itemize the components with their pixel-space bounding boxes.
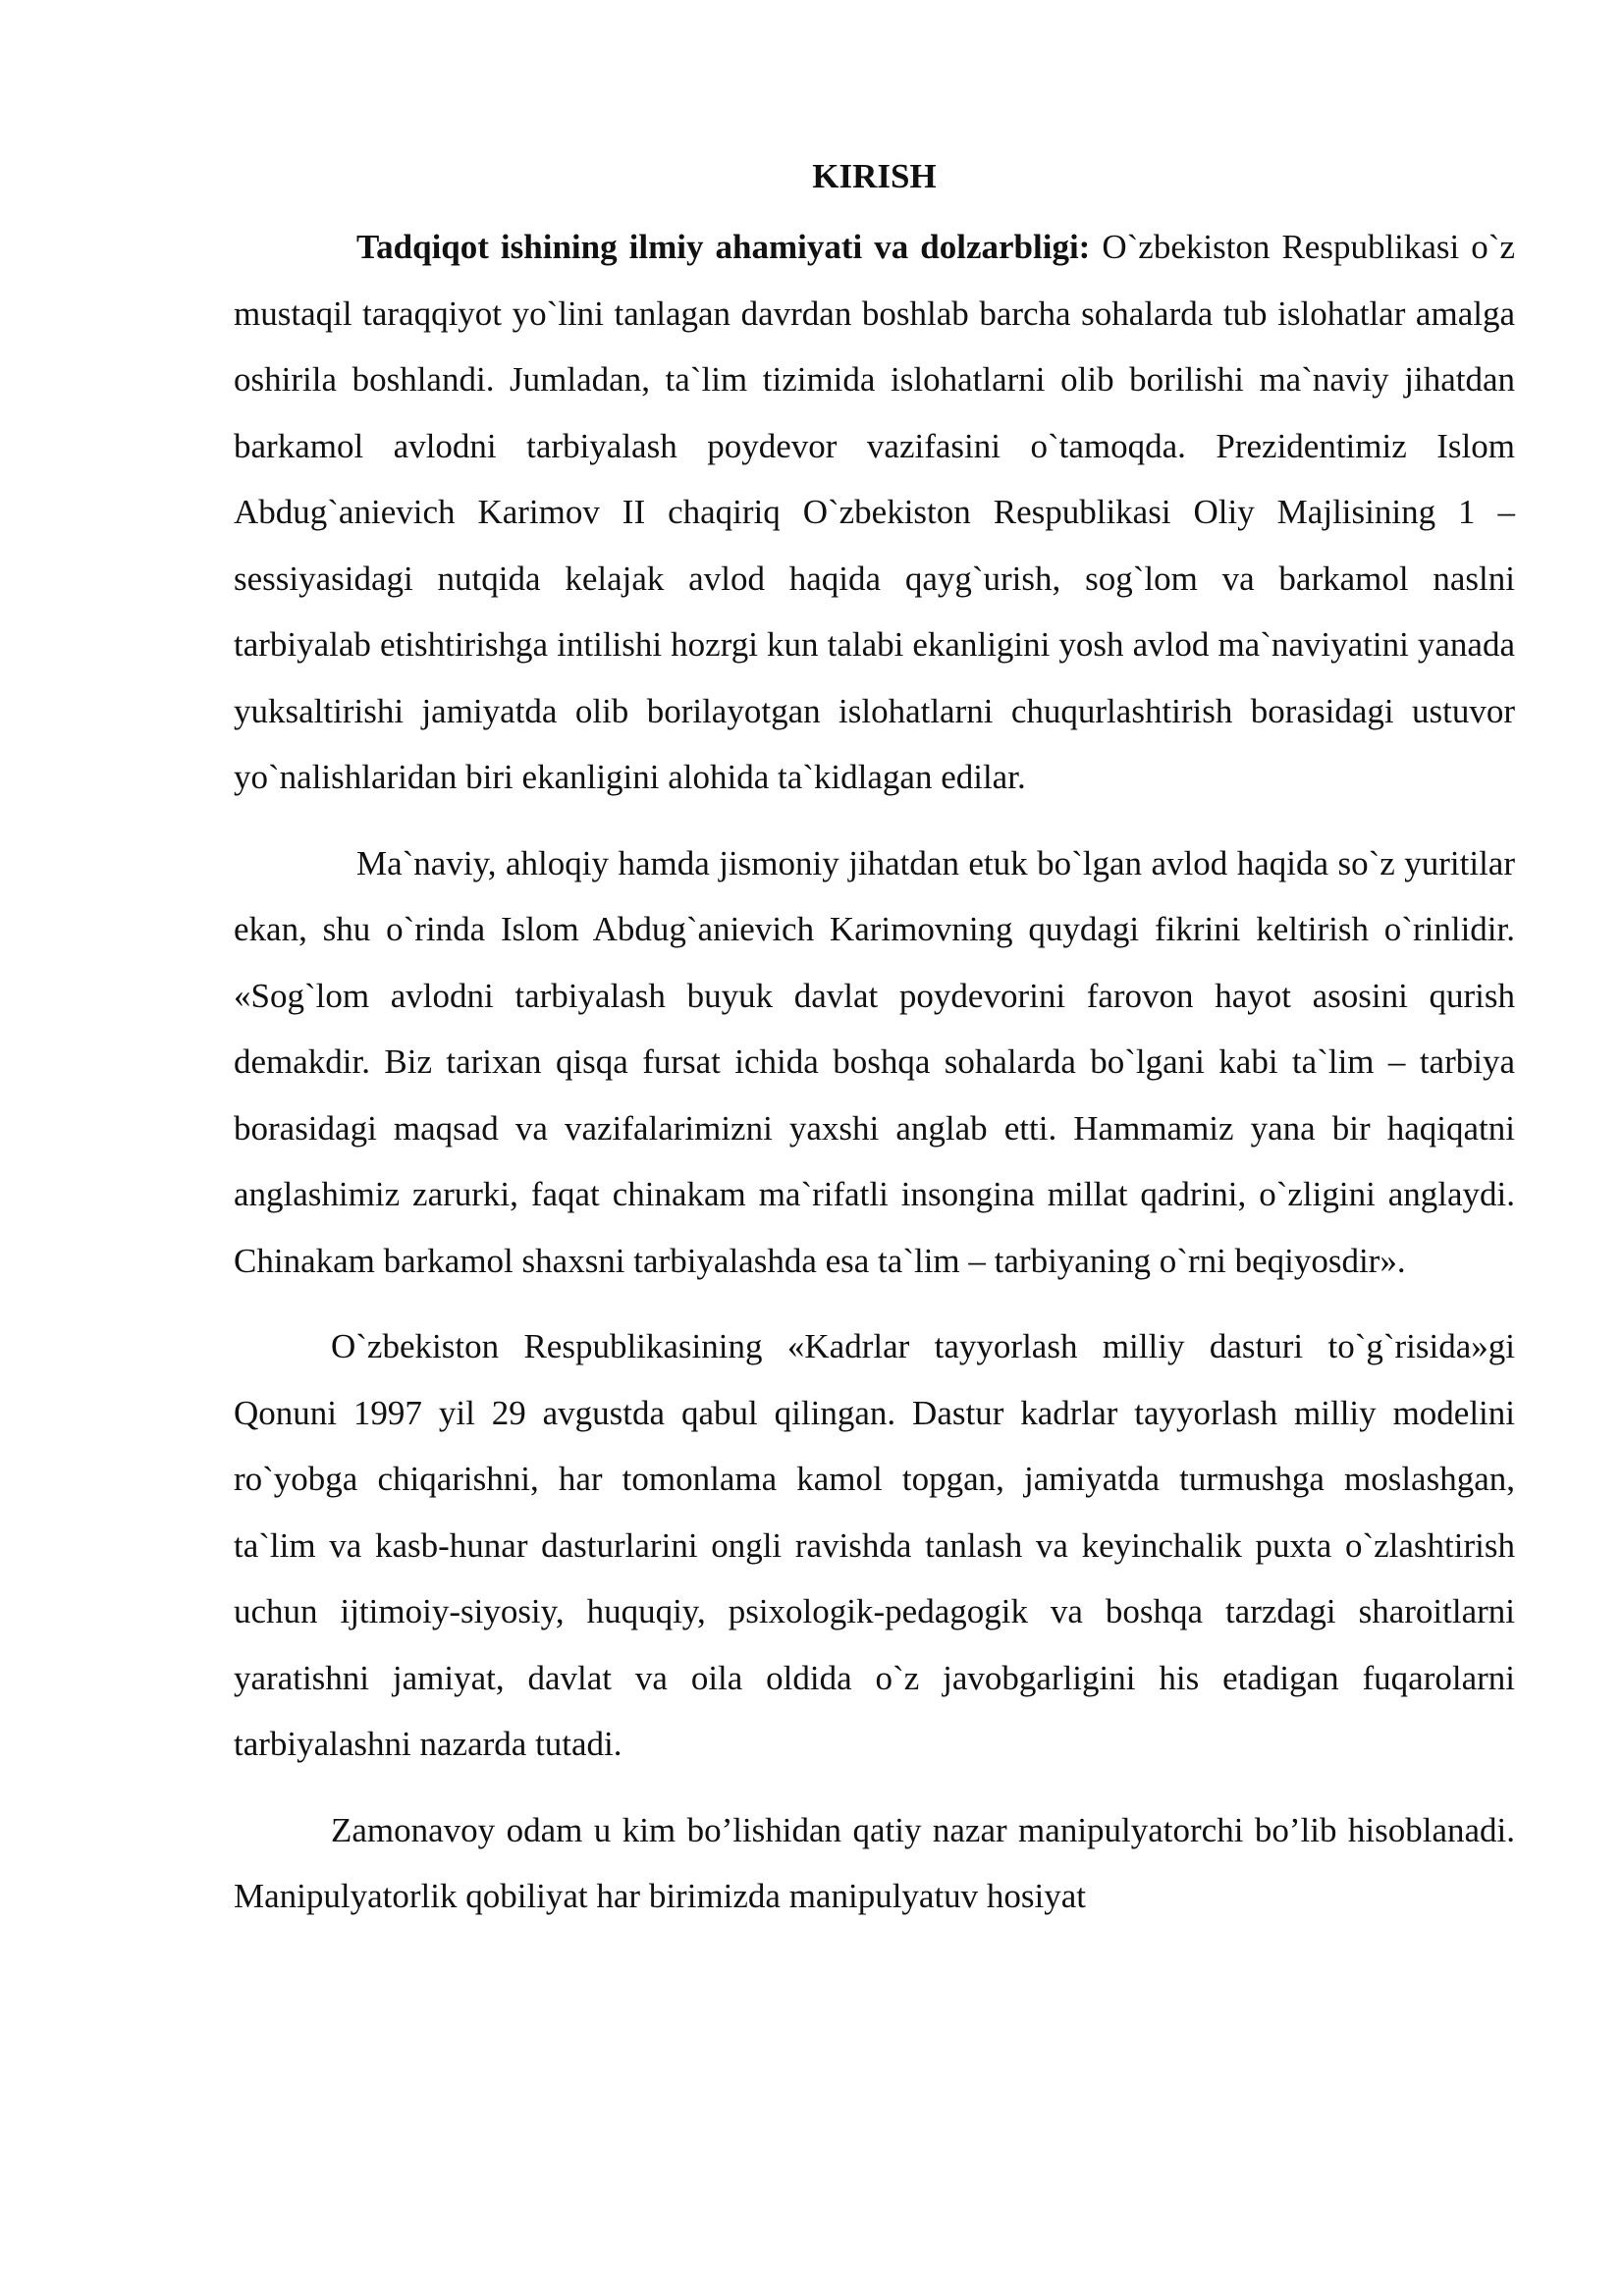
paragraph-quote [234,830,1515,1295]
paragraph-text: Zamonavoy odam u kim bo’lishidan qatiy nazar manipulyatorchi bo’lib hisoblanadi. Manipulyatorlik qobiliyat har birimizda manipulyatuv hosiyat [234,1810,1515,1915]
page-title: KIRISH [812,157,937,195]
paragraph-lead-heading: Tadqiqot ishining ilmiy ahamiyati va dolzarbligi: [356,228,1091,266]
paragraph-relevance [234,214,1515,811]
paragraph-law [234,1313,1515,1778]
paragraph-text: O`zbekiston Respublikasi o`z mustaqil taraqqiyot yo`lini tanlagan davrdan boshlab barcha sohalarda tub islohatlar amalga oshirila boshlandi. Jumladan, ta`lim tizimida islohatlarni olib borilishi ma`naviy jihatdan barkamol avlodni tarbiyalash poydevor vazifasini o`tamoqda. Prezidentimiz Islom Abdug`anievich Karimov II chaqiriq O`zbekiston Respublikasi Oliy Majlisining 1 – sessiyasidagi nutqida kelajak avlod haqida qayg`urish, sog`lom va barkamol naslni tarbiyalab etishtirishga intilishi hozrgi kun talabi ekanligini yosh avlod ma`naviyatini yanada yuksaltirishi jamiyatda olib borilayotgan islohatlarni chuqurlashtirish borasidagi ustuvor yo`nalishlaridan biri ekanligini alohida ta`kidlagan edilar. [234,228,1515,796]
document-page [234,147,1515,1930]
paragraph-text: Ma`naviy, ahloqiy hamda jismoniy jihatdan etuk bo`lgan avlod haqida so`z yuritilar ekan, shu o`rinda Islom Abdug`anievich Karimovning quydagi fikrini keltirish o`rinlidir. «Sog`lom avlodni tarbiyalash buyuk davlat poydevorini farovon hayot asosini qurish demakdir. Biz tarixan qisqa fursat ichida boshqa sohalarda bo`lgani kabi ta`lim – tarbiya borasidagi maqsad va vazifalarimizni yaxshi anglab etti. Hammamiz yana bir haqiqatni anglashimiz zarurki, faqat chinakam ma`rifatli insongina millat qadrini, o`zligini anglaydi. Chinakam barkamol shaxsni tarbiyalashda esa ta`lim – tarbiyaning o`rni beqiyosdir». [234,843,1515,1280]
paragraph-text: O`zbekiston Respublikasining «Kadrlar tayyorlash milliy dasturi to`g`risida»gi Qonuni 1997 yil 29 avgustda qabul qilingan. Dastur kadrlar tayyorlash milliy modelini ro`yobga chiqarishni, har tomonlama kamol topgan, jamiyatda turmushga moslashgan, ta`lim va kasb-hunar dasturlarini ongli ravishda tanlash va keyinchalik puxta o`zlashtirish uchun ijtimoiy-siyosiy, huquqiy, psixologik-pedagogik va boshqa tarzdagi sharoitlarni yaratishni jamiyat, davlat va oila oldida o`z javobgarligini his etadigan fuqarolarni tarbiyalashni nazarda tutadi. [234,1327,1515,1763]
paragraph-manipulation [234,1797,1515,1930]
